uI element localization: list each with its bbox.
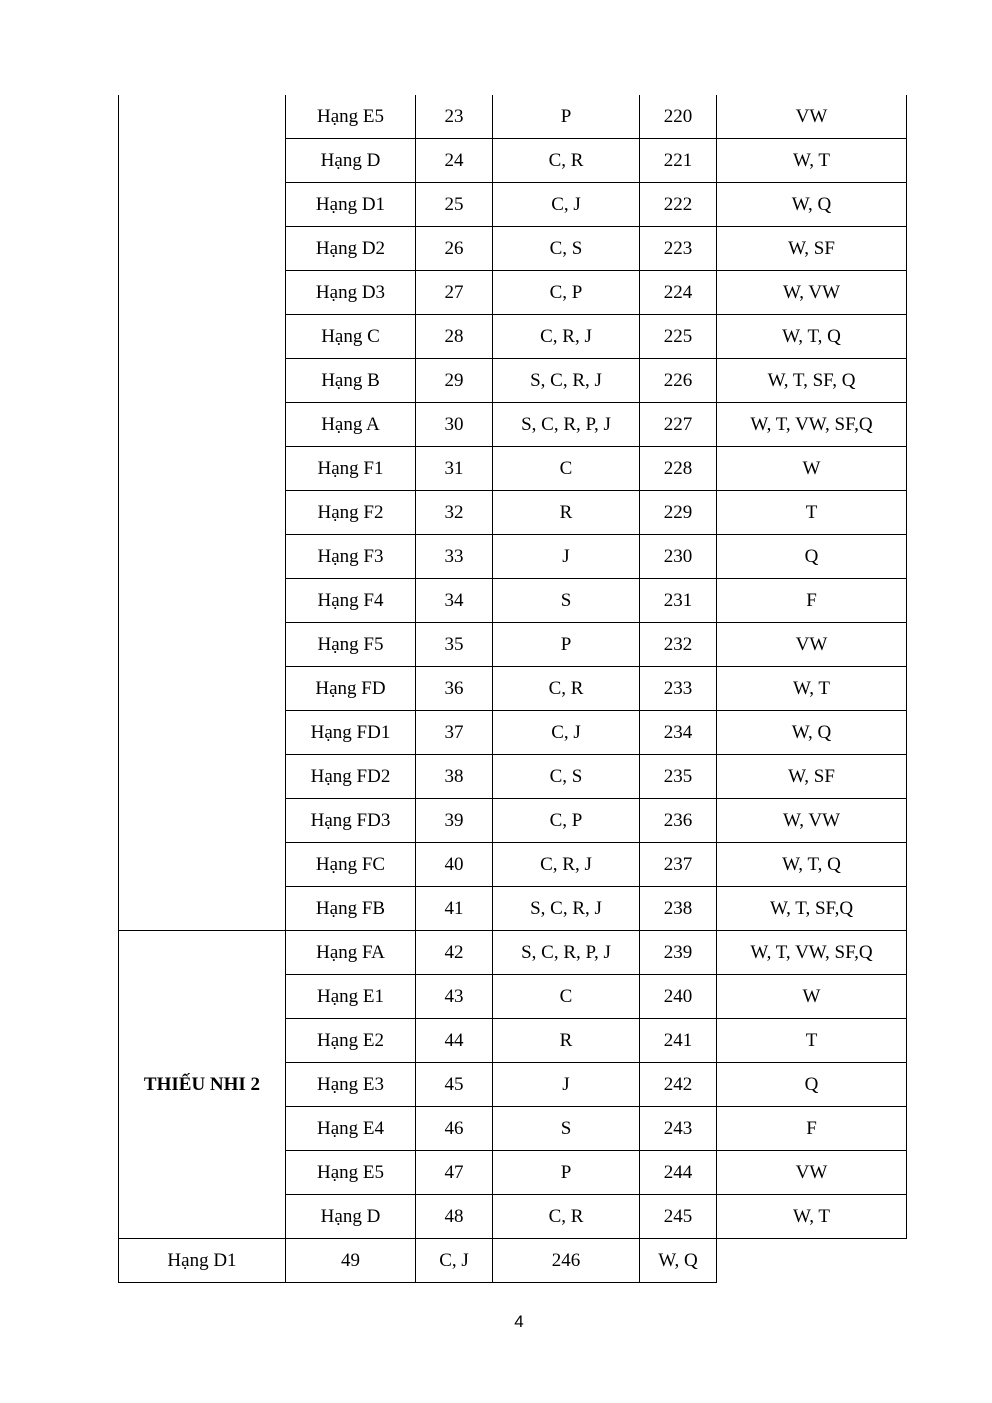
event-number-cell: 33	[416, 535, 493, 579]
event-number-cell: 245	[640, 1195, 717, 1239]
dance-cell: C, P	[493, 799, 640, 843]
dance-cell: C, P	[493, 271, 640, 315]
rank-cell: Hạng E5	[286, 1151, 416, 1195]
event-number-cell: 221	[640, 139, 717, 183]
dance-cell: T	[717, 1019, 907, 1063]
event-number-cell: 228	[640, 447, 717, 491]
dance-cell: W, SF	[717, 755, 907, 799]
event-number-cell: 41	[416, 887, 493, 931]
dance-cell: C, S	[493, 755, 640, 799]
rank-cell: Hạng D	[286, 139, 416, 183]
dance-cell: P	[493, 95, 640, 139]
dance-cell: R	[493, 1019, 640, 1063]
dance-cell: VW	[717, 1151, 907, 1195]
event-number-cell: 25	[416, 183, 493, 227]
event-number-cell: 222	[640, 183, 717, 227]
dance-cell: Q	[717, 535, 907, 579]
event-number-cell: 32	[416, 491, 493, 535]
dance-cell: S	[493, 579, 640, 623]
rank-cell: Hạng FD3	[286, 799, 416, 843]
dance-cell: S	[493, 1107, 640, 1151]
event-number-cell: 37	[416, 711, 493, 755]
rank-cell: Hạng FD1	[286, 711, 416, 755]
event-number-cell: 35	[416, 623, 493, 667]
dance-cell: W, VW	[717, 271, 907, 315]
dance-cell: C, S	[493, 227, 640, 271]
event-number-cell: 38	[416, 755, 493, 799]
rank-cell: Hạng FD2	[286, 755, 416, 799]
rank-cell: Hạng FA	[286, 931, 416, 975]
rank-cell: Hạng FD	[286, 667, 416, 711]
event-number-cell: 225	[640, 315, 717, 359]
event-number-cell: 46	[416, 1107, 493, 1151]
dance-cell: W, VW	[717, 799, 907, 843]
rank-cell: Hạng F1	[286, 447, 416, 491]
event-number-cell: 27	[416, 271, 493, 315]
dance-cell: C	[493, 447, 640, 491]
event-number-cell: 48	[416, 1195, 493, 1239]
rank-cell: Hạng F5	[286, 623, 416, 667]
dance-cell: VW	[717, 95, 907, 139]
rank-cell: Hạng E4	[286, 1107, 416, 1151]
event-number-cell: 235	[640, 755, 717, 799]
dance-cell: W	[717, 447, 907, 491]
dance-cell: C, R	[493, 139, 640, 183]
event-number-cell: 224	[640, 271, 717, 315]
event-number-cell: 24	[416, 139, 493, 183]
event-number-cell: 233	[640, 667, 717, 711]
dance-cell: W, T, VW, SF,Q	[717, 403, 907, 447]
rank-cell: Hạng F2	[286, 491, 416, 535]
dance-cell: W, T	[717, 139, 907, 183]
rank-cell: Hạng E5	[286, 95, 416, 139]
rank-cell: Hạng F3	[286, 535, 416, 579]
event-number-cell: 239	[640, 931, 717, 975]
dance-cell: J	[493, 1063, 640, 1107]
event-number-cell: 43	[416, 975, 493, 1019]
event-number-cell: 223	[640, 227, 717, 271]
dance-cell: VW	[717, 623, 907, 667]
event-number-cell: 234	[640, 711, 717, 755]
event-number-cell: 242	[640, 1063, 717, 1107]
event-number-cell: 36	[416, 667, 493, 711]
dance-cell: C, J	[416, 1239, 493, 1283]
event-number-cell: 26	[416, 227, 493, 271]
event-number-cell: 246	[493, 1239, 640, 1283]
event-number-cell: 236	[640, 799, 717, 843]
event-number-cell: 243	[640, 1107, 717, 1151]
event-number-cell: 45	[416, 1063, 493, 1107]
event-number-cell: 220	[640, 95, 717, 139]
event-number-cell: 244	[640, 1151, 717, 1195]
event-number-cell: 240	[640, 975, 717, 1019]
event-number-cell: 28	[416, 315, 493, 359]
event-number-cell: 241	[640, 1019, 717, 1063]
dance-cell: S, C, R, P, J	[493, 931, 640, 975]
dance-cell: S, C, R, P, J	[493, 403, 640, 447]
dance-cell: W, Q	[717, 711, 907, 755]
table-row	[119, 1239, 907, 1283]
rank-cell: Hạng FB	[286, 887, 416, 931]
dance-cell: R	[493, 491, 640, 535]
rank-cell: Hạng D2	[286, 227, 416, 271]
dance-cell: W, SF	[717, 227, 907, 271]
dance-cell: W, T, SF,Q	[717, 887, 907, 931]
dance-cell: C	[493, 975, 640, 1019]
dance-cell: W	[717, 975, 907, 1019]
rank-cell: Hạng D1	[286, 183, 416, 227]
rank-cell: Hạng E1	[286, 975, 416, 1019]
group-cell: THIẾU NHI 2	[119, 931, 286, 1239]
dance-cell: W, Q	[717, 183, 907, 227]
dance-cell: F	[717, 579, 907, 623]
event-number-cell: 237	[640, 843, 717, 887]
event-number-cell: 227	[640, 403, 717, 447]
dance-cell: C, R	[493, 1195, 640, 1239]
event-number-cell: 42	[416, 931, 493, 975]
dance-cell: S, C, R, J	[493, 887, 640, 931]
table-row	[119, 95, 907, 139]
event-number-cell: 40	[416, 843, 493, 887]
dance-cell: W, Q	[640, 1239, 717, 1283]
rank-cell: Hạng A	[286, 403, 416, 447]
event-number-cell: 226	[640, 359, 717, 403]
dance-cell: W, T	[717, 1195, 907, 1239]
rank-cell: Hạng C	[286, 315, 416, 359]
dance-cell: P	[493, 1151, 640, 1195]
rank-cell: Hạng E3	[286, 1063, 416, 1107]
event-number-cell: 231	[640, 579, 717, 623]
event-number-cell: 44	[416, 1019, 493, 1063]
page-number: 4	[514, 1312, 524, 1331]
rank-cell: Hạng D1	[119, 1239, 286, 1283]
event-number-cell: 232	[640, 623, 717, 667]
rank-cell: Hạng FC	[286, 843, 416, 887]
table-row	[119, 931, 907, 975]
dance-cell: W, T, Q	[717, 315, 907, 359]
event-number-cell: 34	[416, 579, 493, 623]
dance-cell: W, T, Q	[717, 843, 907, 887]
event-table	[118, 95, 907, 1283]
event-number-cell: 23	[416, 95, 493, 139]
dance-cell: C, R, J	[493, 843, 640, 887]
dance-cell: T	[717, 491, 907, 535]
event-number-cell: 31	[416, 447, 493, 491]
event-number-cell: 229	[640, 491, 717, 535]
group-cell	[119, 95, 286, 931]
event-number-cell: 238	[640, 887, 717, 931]
dance-cell: W, T, SF, Q	[717, 359, 907, 403]
rank-cell: Hạng B	[286, 359, 416, 403]
dance-cell: C, J	[493, 183, 640, 227]
rank-cell: Hạng D	[286, 1195, 416, 1239]
dance-cell: W, T, VW, SF,Q	[717, 931, 907, 975]
event-number-cell: 29	[416, 359, 493, 403]
rank-cell: Hạng D3	[286, 271, 416, 315]
dance-cell: C, R	[493, 667, 640, 711]
rank-cell: Hạng F4	[286, 579, 416, 623]
dance-cell: C, J	[493, 711, 640, 755]
dance-cell: W, T	[717, 667, 907, 711]
event-number-cell: 49	[286, 1239, 416, 1283]
event-number-cell: 30	[416, 403, 493, 447]
event-number-cell: 230	[640, 535, 717, 579]
dance-cell: J	[493, 535, 640, 579]
dance-cell: Q	[717, 1063, 907, 1107]
dance-cell: S, C, R, J	[493, 359, 640, 403]
rank-cell: Hạng E2	[286, 1019, 416, 1063]
event-table-body	[119, 95, 907, 1283]
dance-cell: F	[717, 1107, 907, 1151]
dance-cell: P	[493, 623, 640, 667]
dance-cell: C, R, J	[493, 315, 640, 359]
event-number-cell: 39	[416, 799, 493, 843]
event-number-cell: 47	[416, 1151, 493, 1195]
